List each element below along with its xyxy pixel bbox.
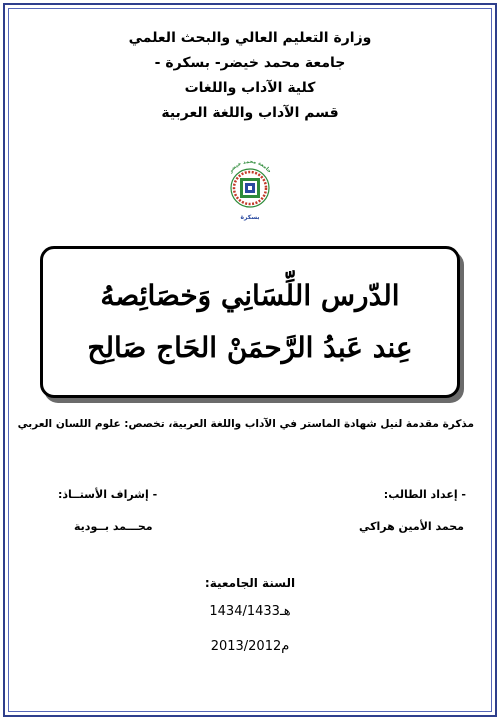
academic-year-label: السنة الجامعية: — [204, 576, 296, 590]
supervisor-name: محـــمد بــودية — [74, 520, 153, 533]
logo-arc-text: جامعة محمد خيضر — [227, 158, 273, 175]
university-logo-icon — [221, 156, 279, 230]
logo-city-text: بسكرة — [240, 214, 260, 221]
faculty-name: كلية الآداب واللغات — [184, 80, 316, 96]
ministry-name: وزارة التعليم العالي والبحث العلمي — [128, 30, 372, 46]
thesis-title-line-2: عِند عَبدُ الرَّحمَنْ الحَاج صَالِح — [87, 331, 413, 364]
institution-header — [0, 26, 500, 126]
supervisor-label: - إشراف الأستــاذ: — [58, 488, 158, 501]
student-name: محمد الأمين هراكي — [358, 520, 464, 533]
academic-year-gregorian: 2013/2012م — [210, 639, 290, 654]
department-name: قسم الآداب واللغة العربية — [161, 105, 339, 121]
thesis-title-line-1: الدّرس اللِّسَانِي وَخصَائِصهُ — [100, 279, 400, 312]
academic-year-hijri: 1434/1433هـ — [209, 604, 291, 619]
university-name: جامعة محمد خيضر- بسكرة - — [154, 55, 346, 71]
thesis-title-box — [40, 246, 460, 398]
student-label: - إعداد الطالب: — [383, 488, 466, 501]
thesis-degree-note: مذكرة مقدمة لنيل شهادة الماستر في الآداب واللغة العربية، تخصص: علوم اللسان العربي — [17, 418, 474, 430]
